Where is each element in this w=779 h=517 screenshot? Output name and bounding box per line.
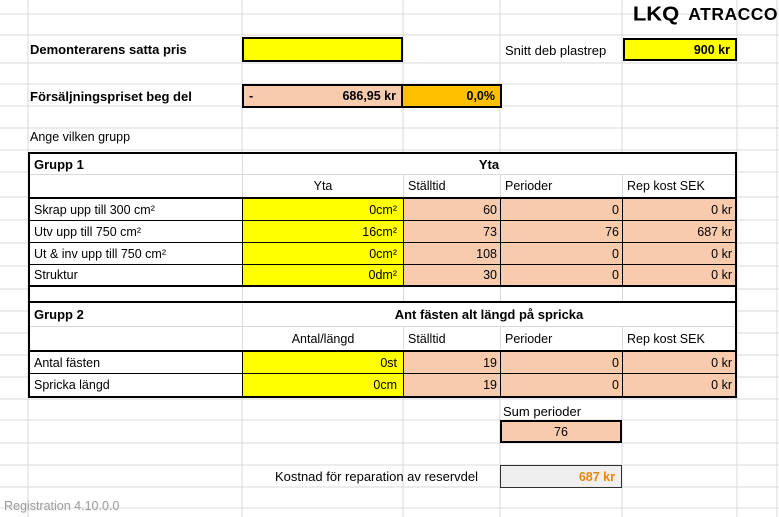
grupp2-merged-header: Ant fästen alt längd på spricka	[242, 303, 735, 326]
row-label: Struktur	[34, 268, 78, 282]
cell-repkost: 0 kr	[622, 243, 735, 264]
cell-stalltid: 60	[403, 199, 500, 220]
grupp2-col-perioder: Perioder	[500, 327, 622, 350]
grupp2-col-antal: Antal/längd	[242, 327, 403, 350]
row-input[interactable]: 0cm	[242, 374, 403, 396]
table-row	[30, 352, 735, 374]
empty-cell	[500, 287, 622, 301]
grupp1-title-row	[30, 154, 735, 175]
table-row	[30, 221, 735, 243]
row-label: Utv upp till 750 cm²	[34, 224, 141, 239]
empty-cell	[622, 287, 735, 301]
row-label: Spricka längd	[34, 378, 110, 392]
cell-perioder: 0	[500, 374, 622, 396]
grupp1-col-stalltid: Ställtid	[403, 175, 500, 197]
sum-perioder-value: 76	[500, 420, 622, 443]
cell-repkost: 0 kr	[622, 352, 735, 373]
grupp1-title: Grupp 1	[34, 156, 84, 172]
table-row	[30, 374, 735, 396]
grupp1-col-repkost: Rep kost SEK	[622, 175, 735, 197]
cell-stalltid: 19	[403, 374, 500, 396]
row-input[interactable]: 0dm²	[242, 265, 403, 285]
row-input[interactable]: 16cm²	[242, 221, 403, 242]
sum-perioder-label: Sum perioder	[503, 404, 582, 419]
grupp1-col-perioder: Perioder	[500, 175, 622, 197]
cell-repkost: 687 kr	[622, 221, 735, 242]
grupp1-col-yta: Yta	[242, 175, 403, 197]
cell-perioder: 0	[500, 199, 622, 220]
kostnad-label: Kostnad för reparation av reservdel	[274, 469, 478, 484]
cell-stalltid: 108	[403, 243, 500, 264]
forsaljning-label: Försäljningspriset beg del	[30, 89, 192, 104]
table-row	[30, 199, 735, 221]
demonterarens-label: Demonterarens satta pris	[30, 42, 187, 57]
lkq-logo: LKQ	[632, 2, 680, 26]
cell-perioder: 0	[500, 243, 622, 264]
cell-stalltid: 73	[403, 221, 500, 242]
cell-perioder: 0	[500, 352, 622, 373]
forsaljning-value: 686,95 kr	[342, 89, 396, 103]
accounting-dash: -	[249, 89, 254, 103]
empty-cell	[242, 287, 403, 301]
spacer-row	[30, 287, 735, 303]
row-input[interactable]: 0cm²	[242, 199, 403, 220]
grupp1-header-row	[30, 175, 735, 199]
cell-repkost: 0 kr	[622, 374, 735, 396]
grupp1-merged-header: Yta	[242, 154, 735, 174]
snitt-label: Snitt deb plastrep	[505, 43, 607, 58]
forsaljning-value-cell	[242, 84, 403, 108]
table-row	[30, 243, 735, 265]
row-input[interactable]: 0st	[242, 352, 403, 373]
grupp2-col-stalltid: Ställtid	[403, 327, 500, 350]
atracco-logo: ATRACCO	[688, 3, 778, 24]
empty-cell	[403, 287, 500, 301]
snitt-value[interactable]: 900 kr	[623, 38, 737, 61]
grupp2-col-repkost: Rep kost SEK	[622, 327, 735, 350]
row-label: Antal fästen	[34, 355, 101, 370]
empty-cell	[30, 327, 242, 350]
empty-cell	[30, 287, 242, 301]
row-label: Skrap upp till 300 cm²	[34, 202, 155, 217]
cell-stalltid: 30	[403, 265, 500, 285]
row-input[interactable]: 0cm²	[242, 243, 403, 264]
percent-cell: 0,0%	[403, 84, 502, 108]
registration-text: Registration 4.10.0.0	[4, 499, 120, 513]
cell-repkost: 0 kr	[622, 199, 735, 220]
demonterarens-input[interactable]	[242, 37, 403, 62]
row-label: Ut & inv upp till 750 cm²	[34, 246, 166, 261]
cell-stalltid: 19	[403, 352, 500, 373]
table-row	[30, 265, 735, 287]
grupp2-header-row	[30, 327, 735, 352]
cell-perioder: 76	[500, 221, 622, 242]
logo	[633, 1, 778, 27]
grupp2-title-row	[30, 303, 735, 327]
cell-repkost: 0 kr	[622, 265, 735, 285]
kostnad-value: 687 kr	[500, 465, 622, 488]
grupp-tables	[28, 152, 737, 398]
empty-cell	[30, 175, 242, 197]
grupp2-title: Grupp 2	[34, 307, 84, 322]
ange-label: Ange vilken grupp	[30, 130, 131, 144]
cell-perioder: 0	[500, 265, 622, 285]
